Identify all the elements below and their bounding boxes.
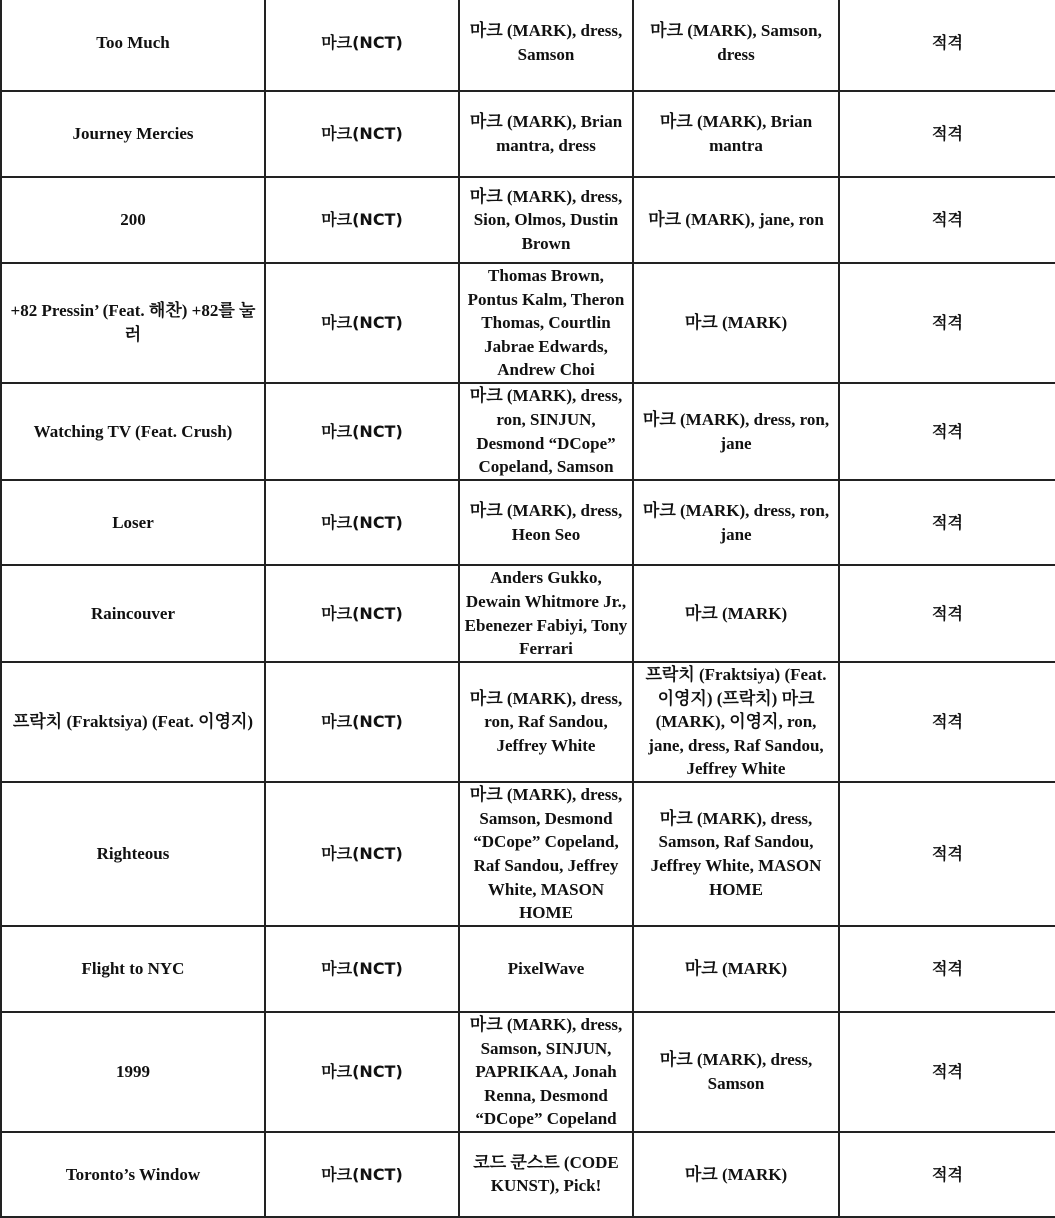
status-cell: 적격	[839, 177, 1055, 263]
composer-cell: 마크 (MARK), dress, ron, jane	[633, 480, 839, 565]
table-row	[1, 91, 1055, 177]
status-cell: 적격	[839, 926, 1055, 1012]
lyricist-cell: 마크 (MARK), Brian mantra, dress	[459, 91, 633, 177]
song-title: 200	[1, 177, 265, 263]
lyricist-cell: 마크 (MARK), dress, Heon Seo	[459, 480, 633, 565]
lyricist-cell: Anders Gukko, Dewain Whitmore Jr., Ebenezer Fabiyi, Tony Ferrari	[459, 565, 633, 662]
status-cell: 적격	[839, 383, 1055, 480]
lyricist-cell: 마크 (MARK), dress, Samson, SINJUN, PAPRIKAA, Jonah Renna, Desmond “DCope” Copeland	[459, 1012, 633, 1132]
song-title: Watching TV (Feat. Crush)	[1, 383, 265, 480]
lyricist-cell: 마크 (MARK), dress, Samson	[459, 0, 633, 91]
song-title: Loser	[1, 480, 265, 565]
song-title: 1999	[1, 1012, 265, 1132]
status-cell: 적격	[839, 782, 1055, 926]
artist-cell: 마크(NCT)	[265, 263, 459, 383]
composer-cell: 마크 (MARK)	[633, 263, 839, 383]
table-row	[1, 1132, 1055, 1217]
status-cell: 적격	[839, 1132, 1055, 1217]
status-cell: 적격	[839, 91, 1055, 177]
lyricist-cell: 마크 (MARK), dress, ron, SINJUN, Desmond “DCope” Copeland, Samson	[459, 383, 633, 480]
lyricist-cell: 코드 쿤스트 (CODE KUNST), Pick!	[459, 1132, 633, 1217]
table-row	[1, 177, 1055, 263]
table-row	[1, 263, 1055, 383]
table-row	[1, 1012, 1055, 1132]
table-row	[1, 480, 1055, 565]
artist-cell: 마크(NCT)	[265, 0, 459, 91]
status-cell: 적격	[839, 480, 1055, 565]
composer-cell: 마크 (MARK)	[633, 1132, 839, 1217]
artist-cell: 마크(NCT)	[265, 480, 459, 565]
table-row	[1, 0, 1055, 91]
artist-cell: 마크(NCT)	[265, 177, 459, 263]
composer-cell: 마크 (MARK)	[633, 926, 839, 1012]
song-title: Flight to NYC	[1, 926, 265, 1012]
status-cell: 적격	[839, 662, 1055, 782]
composer-cell: 프락치 (Fraktsiya) (Feat. 이영지) (프락치) 마크 (MARK), 이영지, ron, jane, dress, Raf Sandou, Jeffrey White	[633, 662, 839, 782]
lyricist-cell: 마크 (MARK), dress, Sion, Olmos, Dustin Brown	[459, 177, 633, 263]
lyricist-cell: PixelWave	[459, 926, 633, 1012]
artist-cell: 마크(NCT)	[265, 926, 459, 1012]
composer-cell: 마크 (MARK), jane, ron	[633, 177, 839, 263]
status-cell: 적격	[839, 263, 1055, 383]
lyricist-cell: Thomas Brown, Pontus Kalm, Theron Thomas, Courtlin Jabrae Edwards, Andrew Choi	[459, 263, 633, 383]
table-body	[1, 0, 1055, 1217]
composer-cell: 마크 (MARK), dress, Samson, Raf Sandou, Jeffrey White, MASON HOME	[633, 782, 839, 926]
composer-cell: 마크 (MARK), Brian mantra	[633, 91, 839, 177]
song-title: Raincouver	[1, 565, 265, 662]
artist-cell: 마크(NCT)	[265, 565, 459, 662]
song-title: Too Much	[1, 0, 265, 91]
table-row	[1, 926, 1055, 1012]
artist-cell: 마크(NCT)	[265, 662, 459, 782]
status-cell: 적격	[839, 0, 1055, 91]
artist-cell: 마크(NCT)	[265, 1012, 459, 1132]
table-row	[1, 565, 1055, 662]
composer-cell: 마크 (MARK)	[633, 565, 839, 662]
song-title: 프락치 (Fraktsiya) (Feat. 이영지)	[1, 662, 265, 782]
song-title: +82 Pressin’ (Feat. 해찬) +82를 눌러	[1, 263, 265, 383]
song-title: Toronto’s Window	[1, 1132, 265, 1217]
composer-cell: 마크 (MARK), dress, Samson	[633, 1012, 839, 1132]
lyricist-cell: 마크 (MARK), dress, ron, Raf Sandou, Jeffrey White	[459, 662, 633, 782]
status-cell: 적격	[839, 565, 1055, 662]
table-row	[1, 383, 1055, 480]
status-cell: 적격	[839, 1012, 1055, 1132]
table-row	[1, 662, 1055, 782]
composer-cell: 마크 (MARK), dress, ron, jane	[633, 383, 839, 480]
artist-cell: 마크(NCT)	[265, 782, 459, 926]
artist-cell: 마크(NCT)	[265, 1132, 459, 1217]
composer-cell: 마크 (MARK), Samson, dress	[633, 0, 839, 91]
song-title: Journey Mercies	[1, 91, 265, 177]
table-row	[1, 782, 1055, 926]
artist-cell: 마크(NCT)	[265, 91, 459, 177]
song-title: Righteous	[1, 782, 265, 926]
artist-cell: 마크(NCT)	[265, 383, 459, 480]
lyricist-cell: 마크 (MARK), dress, Samson, Desmond “DCope” Copeland, Raf Sandou, Jeffrey White, MASON HOME	[459, 782, 633, 926]
